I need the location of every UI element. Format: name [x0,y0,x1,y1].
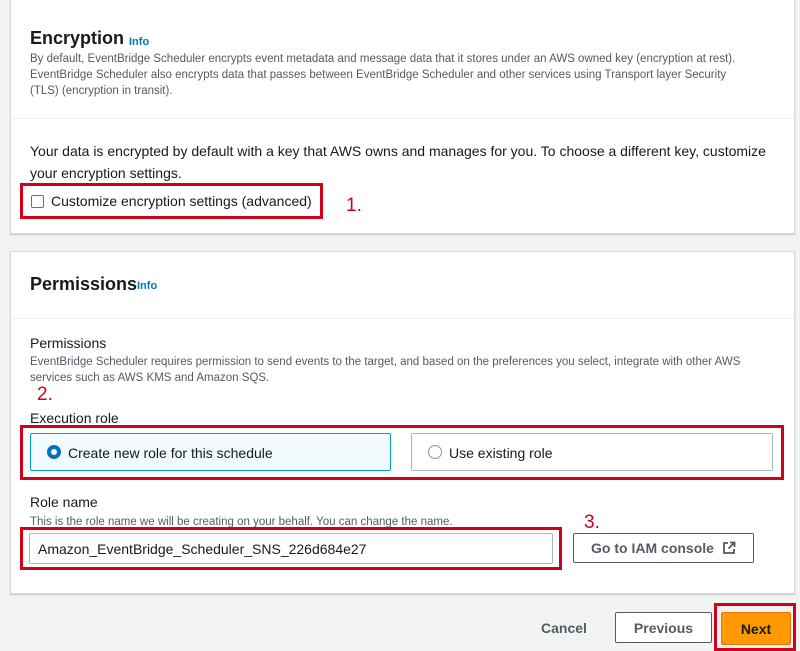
go-to-iam-console-label: Go to IAM console [591,540,714,556]
annotation-number-3: 3. [584,512,600,533]
permissions-description-line2: services such as AWS KMS and Amazon SQS. [30,372,270,384]
use-existing-role-radio[interactable] [428,445,442,459]
encryption-title: Encryption [30,28,125,48]
encryption-header [11,0,794,119]
customize-encryption-label[interactable]: Customize encryption settings (advanced) [51,193,312,209]
permissions-description-line1: EventBridge Scheduler requires permission to send events to the target, and based on the preferences you select, integrate with other AWS [30,356,741,368]
role-name-description: This is the role name we will be creating on your behalf. You can change the name. [30,516,453,528]
option-create-new-role[interactable] [30,433,391,471]
execution-role-label: Execution role [30,410,119,426]
encryption-body-line1: Your data is encrypted by default with a key that AWS owns and manages for you. To choose a different key, customize [30,143,766,159]
encryption-description-line2: EventBridge Scheduler also encrypts data that passes between EventBridge Scheduler and other services using Transport layer Security [30,69,727,81]
encryption-description-line1: By default, EventBridge Scheduler encrypts event metadata and message data that it stores under an AWS owned key (encryption at rest). [30,53,736,65]
permissions-header [11,252,794,319]
external-link-icon [722,541,736,555]
permissions-info-link[interactable]: Info [137,280,158,292]
encryption-description-line3: (TLS) (encryption in transit). [30,85,173,97]
annotation-number-1: 1. [346,195,362,216]
annotation-number-2: 2. [37,384,53,405]
role-name-input[interactable] [29,533,553,564]
next-button[interactable]: Next [721,612,791,645]
option-use-existing-role[interactable] [411,433,773,471]
permissions-title: Permissions [30,274,138,294]
previous-button[interactable]: Previous [615,612,712,643]
use-existing-role-label: Use existing role [449,445,553,461]
create-new-role-radio[interactable] [47,445,61,459]
role-name-label: Role name [30,494,98,510]
encryption-body-line2: your encryption settings. [30,165,182,181]
create-new-role-label: Create new role for this schedule [68,445,273,461]
customize-encryption-checkbox[interactable] [31,195,44,208]
encryption-info-link[interactable]: Info [129,36,150,48]
go-to-iam-console-button[interactable] [573,533,754,563]
permissions-section-label: Permissions [30,335,107,351]
cancel-button[interactable]: Cancel [541,619,587,636]
